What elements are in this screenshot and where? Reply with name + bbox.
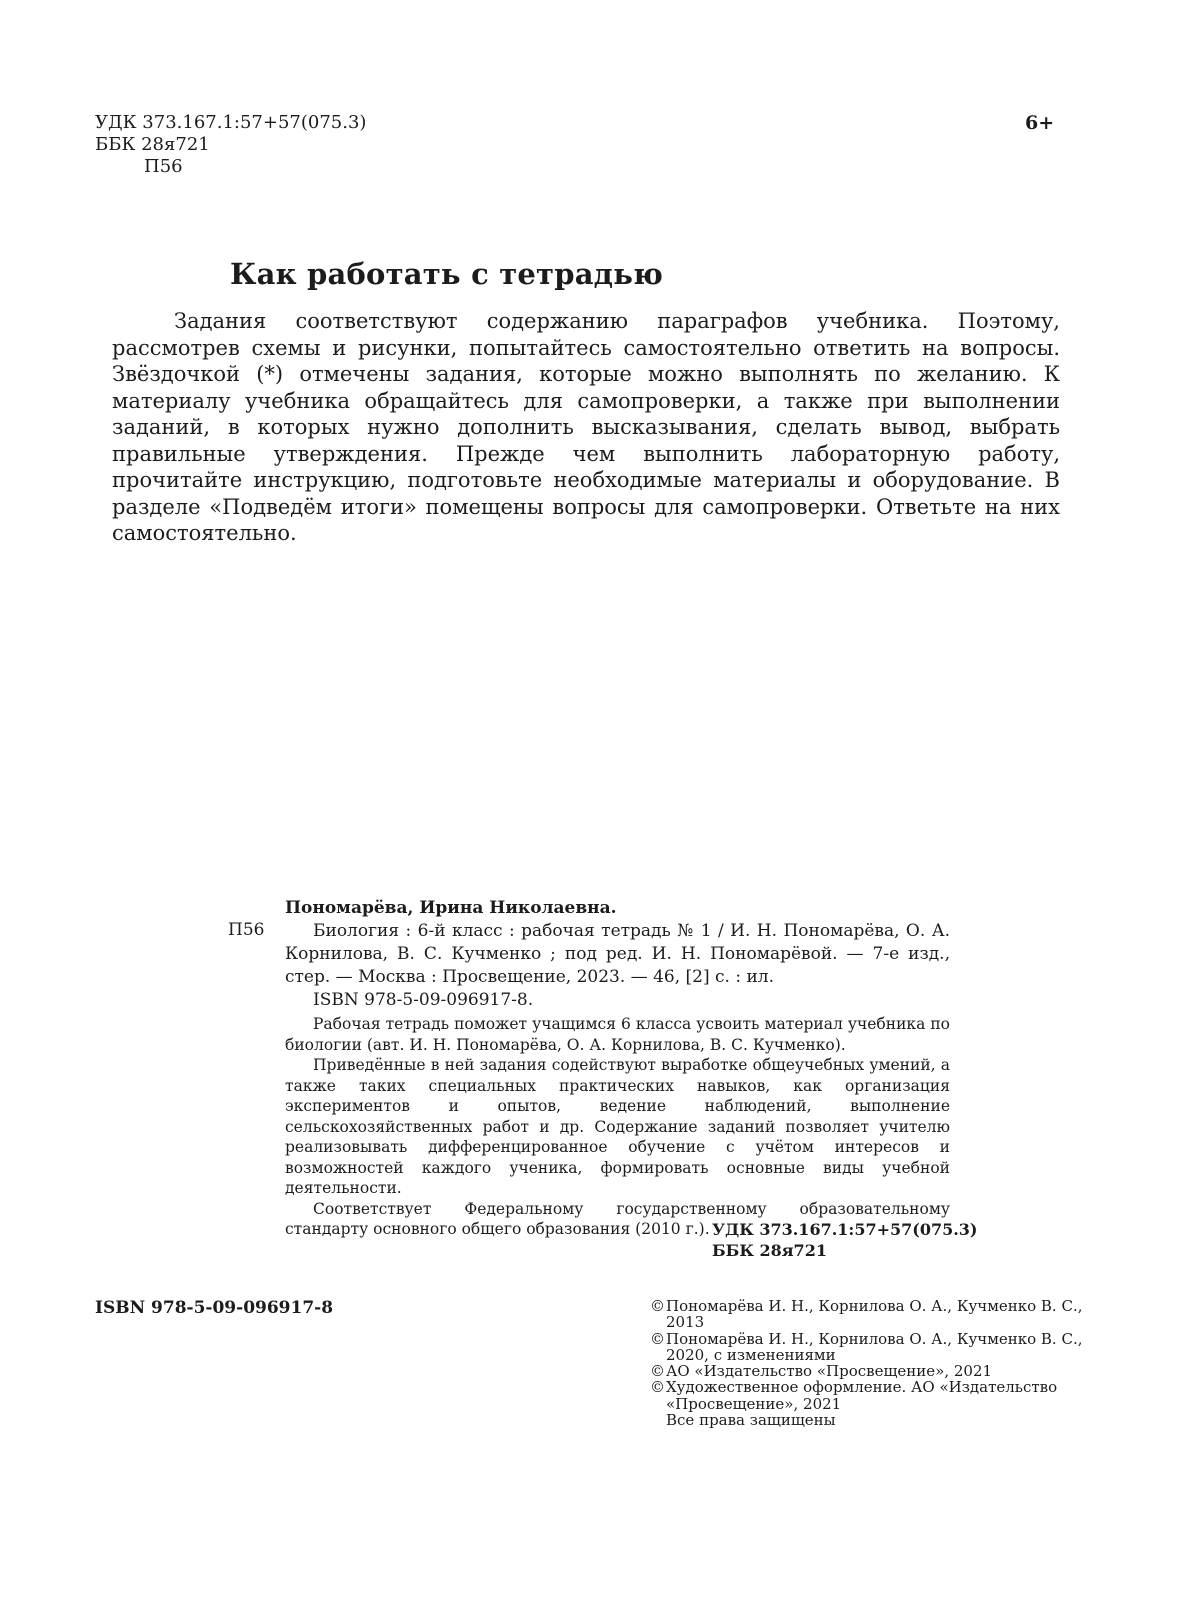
copyright-item: ©Пономарёва И. Н., Корнилова О. А., Кучменко В. С., 2020, с изменениями <box>650 1329 1083 1364</box>
copyright-symbol: © <box>650 1362 665 1381</box>
bibliographic-record: Биология : 6-й класс : рабочая тетрадь № 1 / И. Н. Пономарёва, О. А. Корнилова, В. С. Кучменко ; под ред. И. Н. Пономарёвой. — 7-е изд., стер. — Москва : Просвещение, 2023. — 46, [2] с. : ил. <box>285 921 950 987</box>
section-title: Как работать с тетрадью <box>230 257 664 291</box>
footer-isbn: ISBN 978-5-09-096917-8 <box>95 1298 334 1318</box>
annotation-isbn: ISBN 978-5-09-096917-8. <box>313 990 534 1010</box>
intro-paragraph: Задания соответствуют содержанию параграфов учебника. Поэтому, рассмотрев схемы и рисунки, попытайтесь самостоятельно ответить на вопросы. Звёздочкой (*) отмечены задания, которые можно выполнять по желанию. К материалу учебника обращайтесь для самопроверки, а также при выполнении заданий, в которых нужно дополнить высказывания, сделать вывод, выбрать правильные утверждения. Прежде чем выполнить лабораторную работу, прочитайте инструкцию, подготовьте необходимые материалы и оборудование. В разделе «Подведём итоги» помещены вопросы для самопроверки. Ответьте на них самостоятельно. <box>112 309 1060 545</box>
age-rating: 6+ <box>1025 112 1055 134</box>
copyright-symbol: © <box>650 1378 665 1397</box>
classification-codes <box>95 112 366 178</box>
copyright-item: ©Художественное оформление. АО «Издательство «Просвещение», 2021 <box>650 1378 1058 1413</box>
bbk-code: ББК 28я721 <box>95 134 210 155</box>
copyright-symbol: © <box>650 1297 665 1315</box>
annotation-udk: УДК 373.167.1:57+57(075.3) <box>712 1220 978 1239</box>
copyright-item: ©Пономарёва И. Н., Корнилова О. А., Кучменко В. С., 2013 <box>650 1297 1083 1332</box>
annotation-text <box>285 1014 950 1240</box>
copyright-list <box>650 1298 1110 1428</box>
annotation-codes <box>712 1219 978 1261</box>
rights-reserved: Все права защищены <box>666 1411 836 1430</box>
annotation-code: П56 <box>228 920 265 940</box>
copyright-symbol: © <box>650 1329 665 1348</box>
author-code: П56 <box>144 156 183 177</box>
annotation-author: Пономарёва, Ирина Николаевна. <box>285 898 617 918</box>
udk-code: УДК 373.167.1:57+57(075.3) <box>95 112 367 133</box>
annotation-paragraph: Приведённые в ней задания содействуют выработке общеучебных умений, а также таких специальных практических навыков, как организация экспериментов и опытов, ведение наблюдений, выполнение сельскохозяйственных работ и др. Содержание заданий позволяет учителю реализовывать дифференцированное обучение с учётом интересов и возможностей каждого ученика, формировать основные виды учебной деятельности. <box>285 1056 950 1197</box>
annotation-paragraph: Рабочая тетрадь поможет учащимся 6 класса усвоить материал учебника по биологии (авт. И. Н. Пономарёва, О. А. Корнилова, В. С. Кучменко). <box>285 1015 950 1054</box>
copyright-item: ©АО «Издательство «Просвещение», 2021 <box>650 1362 993 1381</box>
annotation-paragraph: Соответствует Федеральному государственному образовательному стандарту основного общего образования (2010 г.). <box>285 1199 950 1238</box>
annotation-bbk: ББК 28я721 <box>712 1241 827 1260</box>
